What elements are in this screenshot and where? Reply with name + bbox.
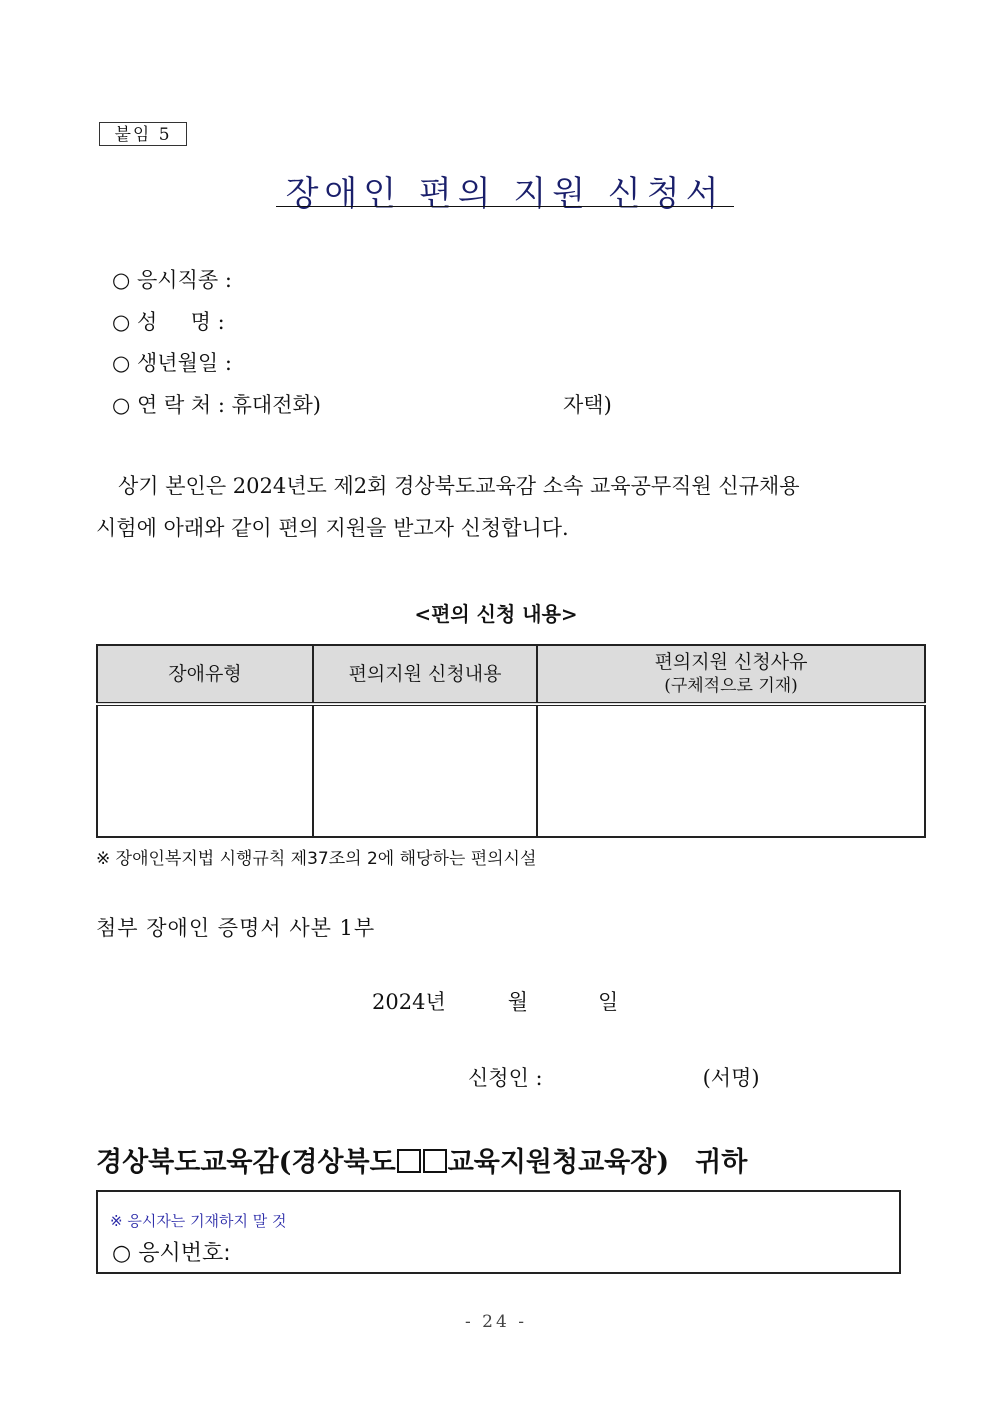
statement-line-1: 상기 본인은 2024년도 제2회 경상북도교육감 소속 교육공무직원 신규채용 [118, 474, 800, 498]
page-number: - 24 - [465, 1312, 527, 1332]
attachment-label: 붙임 5 [99, 122, 187, 146]
enclosure-line: 첨부 장애인 증명서 사본 1부 [96, 916, 376, 940]
exam-number-field: ○ 응시번호: [112, 1241, 231, 1266]
field-name: ○ 성 명 : [112, 310, 225, 334]
cell-request-reason[interactable] [537, 704, 925, 837]
examinee-box-note: ※ 응시자는 기재하지 말 것 [110, 1212, 287, 1230]
table-footnote: ※ 장애인복지법 시행규칙 제37조의 2에 해당하는 편의시설 [96, 849, 537, 869]
signature-line [468, 1062, 760, 1092]
title-underline [276, 206, 734, 207]
addressee-honorific: 귀하 [695, 1147, 748, 1178]
header-disability-type: 장애유형 [97, 645, 313, 704]
signature-mark: (서명) [702, 1066, 760, 1090]
cell-disability-type[interactable] [97, 704, 313, 837]
request-table [96, 644, 926, 838]
signature-label: 신청인 : [468, 1066, 543, 1090]
header-request-reason-label: 편의지원 신청사유 [654, 651, 808, 673]
field-contact-home: 자택) [563, 393, 612, 417]
header-request-reason-sub: (구체적으로 기재) [664, 676, 798, 696]
addressee-line [96, 1140, 747, 1179]
date-day: 일 [598, 990, 619, 1014]
cell-request-content[interactable] [313, 704, 537, 837]
examinee-box [96, 1190, 901, 1274]
header-request-reason [537, 645, 925, 704]
date-month: 월 [507, 990, 529, 1014]
section-title: <편의 신청 내용> [414, 602, 578, 626]
field-contact: ○ 연 락 처 : 휴대전화) [112, 393, 321, 417]
table-header-row [97, 645, 925, 704]
table-row [97, 704, 925, 837]
field-birthdate: ○ 생년월일 : [112, 351, 232, 375]
blank-square-icon [423, 1149, 447, 1173]
statement-line-2: 시험에 아래와 같이 편의 지원을 받고자 신청합니다. [96, 516, 569, 540]
document-title: 장애인 편의 지원 신청서 [285, 174, 725, 214]
date-year: 2024년 [372, 990, 446, 1014]
blank-square-icon [397, 1149, 421, 1173]
addressee-prefix: 경상북도교육감(경상북도 [96, 1147, 396, 1178]
header-request-content: 편의지원 신청내용 [313, 645, 537, 704]
field-job-type: ○ 응시직종 : [112, 268, 232, 292]
addressee-suffix: 교육지원청교육장) [447, 1147, 670, 1178]
statement-paragraph [96, 465, 906, 549]
date-line [372, 986, 618, 1016]
